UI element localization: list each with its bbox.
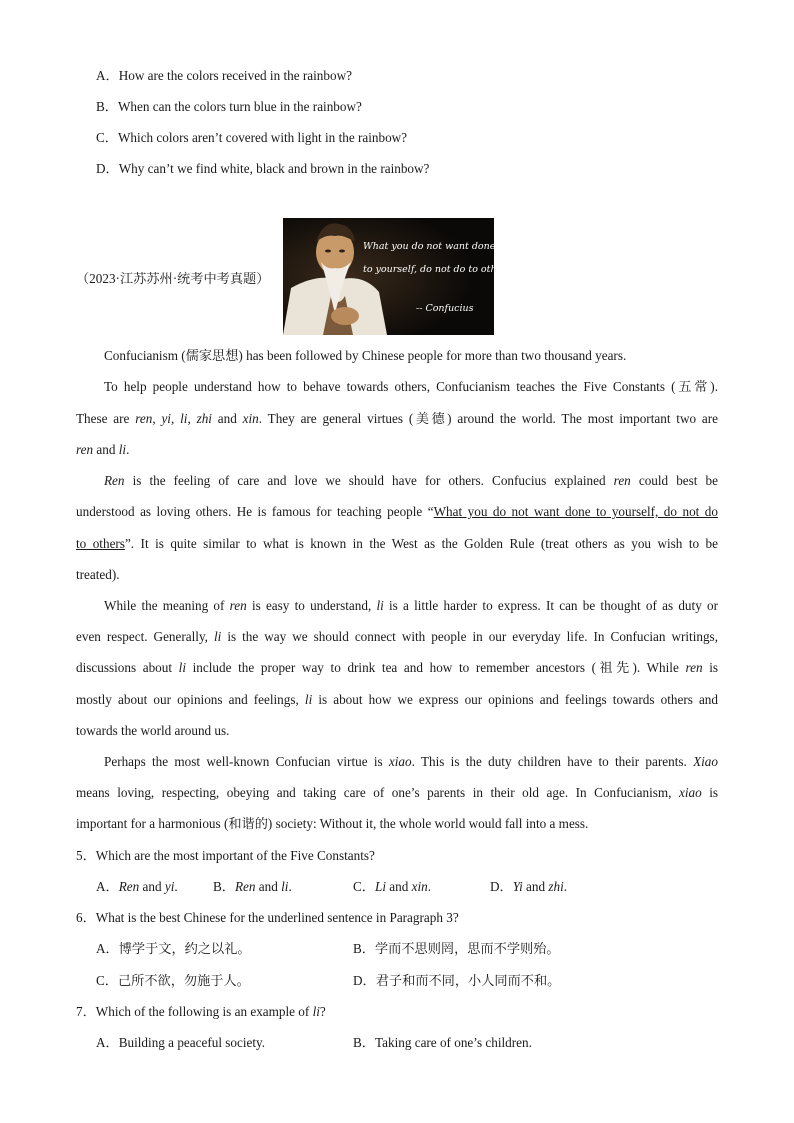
quote-author: -- Confucius <box>416 303 474 314</box>
question-6-option-c: C．己所不欲，勿施于人。 <box>96 973 250 989</box>
question-6-option-d: D．君子和而不同，小人同而不和。 <box>353 973 561 989</box>
option-a: A．How are the colors received in the rainbow? <box>96 68 352 83</box>
paragraph-3-line-2: understood as loving others. He is famous for teaching people “What you do not want done to yourself, do not do <box>76 504 718 519</box>
underlined-sentence: What you do not want done to yourself, do not do <box>433 504 718 519</box>
paragraph-3-line-4: treated). <box>76 567 120 582</box>
paragraph-5-line-1: Perhaps the most well-known Confucian virtue is xiao. This is the duty children have to their parents. Xiao <box>104 754 718 769</box>
quote-line-2: to yourself, do not do to others. <box>363 264 515 275</box>
question-5-option-b: B．Ren and li. <box>213 879 292 894</box>
paragraph-4-line-5: towards the world around us. <box>76 723 230 738</box>
paragraph-2-line-3: ren and li. <box>76 442 130 457</box>
quote-line-1: What you do not want done <box>363 241 496 252</box>
paragraph-4-line-2: even respect. Generally, li is the way we should connect with people in our everyday life. In Confucian writings, <box>76 629 718 644</box>
option-c: C．Which colors aren’t covered with light in the rainbow? <box>96 130 408 145</box>
paragraph-3-line-3: to others”. It is quite similar to what is known in the West as the Golden Rule (treat others as you wish to be <box>76 536 718 551</box>
question-6-option-b: B．学而不思则罔，思而不学则殆。 <box>353 941 560 957</box>
question-5-stem: 5．Which are the most important of the Five Constants? <box>76 848 375 863</box>
paragraph-5-line-2: means loving, respecting, obeying and taking care of one’s parents in their old age. In Confucianism, xiao is <box>76 785 719 800</box>
confucius-image <box>283 218 515 335</box>
paragraph-3-line-1: Ren is the feeling of care and love we should have for others. Confucius explained ren could best be <box>104 473 718 488</box>
underlined-sentence-end: to others <box>76 536 125 551</box>
question-7-stem: 7．Which of the following is an example of li? <box>76 1004 326 1019</box>
question-7-option-b: B．Taking care of one’s children. <box>353 1035 532 1050</box>
source-label: （2023·江苏苏州·统考中考真题） <box>76 271 270 286</box>
confucius-portrait-icon <box>283 218 494 335</box>
question-6-option-a: A．博学于文，约之以礼。 <box>96 941 251 957</box>
question-7-option-a: A．Building a peaceful society. <box>96 1035 266 1050</box>
question-5-option-d: D．Yi and zhi. <box>490 879 568 894</box>
paragraph-2-line-2: These are ren, yi, li, zhi and xin. They are general virtues (美德) around the world. The most important two are <box>76 411 719 426</box>
paragraph-4-line-3: discussions about li include the proper way to drink tea and how to remember ancestors (祖先). While ren is <box>76 660 718 675</box>
question-5-option-c: C．Li and xin. <box>353 879 432 894</box>
option-d: D．Why can’t we find white, black and brown in the rainbow? <box>96 161 430 176</box>
question-5-option-a: A．Ren and yi. <box>96 879 178 894</box>
question-6-stem: 6．What is the best Chinese for the underlined sentence in Paragraph 3? <box>76 910 459 925</box>
paragraph-4-line-4: mostly about our opinions and feelings, li is about how we express our opinions and feelings towards others and <box>76 692 718 707</box>
paragraph-1: Confucianism (儒家思想) has been followed by Chinese people for more than two thousand years. <box>104 348 627 363</box>
paragraph-5-line-3: important for a harmonious (和谐的) society: Without it, the whole world would fall into a mess. <box>76 816 589 831</box>
paragraph-4-line-1: While the meaning of ren is easy to understand, li is a little harder to express. It can be thought of as duty or <box>104 598 718 613</box>
option-b: B．When can the colors turn blue in the rainbow? <box>96 99 362 114</box>
paragraph-2-line-1: To help people understand how to behave towards others, Confucianism teaches the Five Constants (五常). <box>104 379 718 394</box>
